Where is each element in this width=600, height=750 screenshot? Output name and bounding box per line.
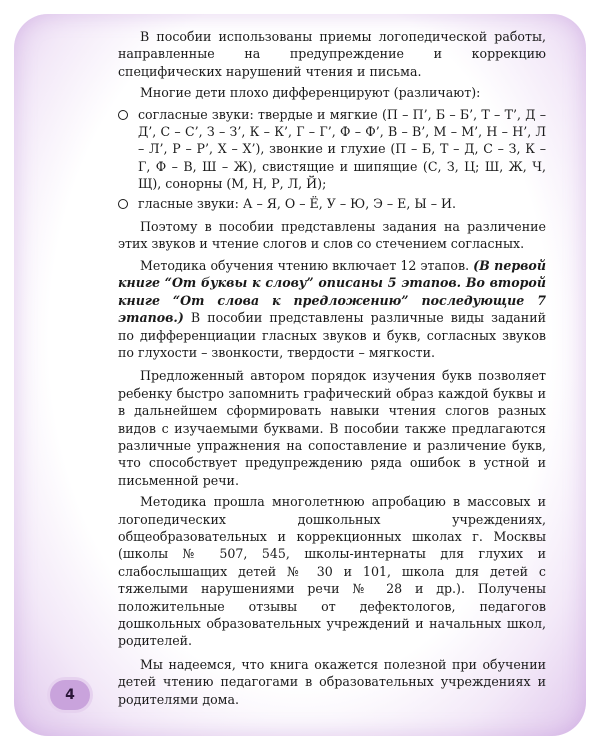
bullet-consonants-text: согласные звуки: твердые и мягкие (П – П’, Б – Б’, Т – Т’, Д – Д’, С – С’, З – З’, К – К’, Г – Г’, Ф – Ф’, В – В’, М – М’, Н – Н’, Л – Л’, Р – Р’, Х – Х’), звонкие и глухие (П – Б, Т – Д, С – З, К – Г, Ф – В, Ш – Ж), свистящие и шипящие (С, З, Ц; Ш, Ж, Ч, Щ), сонорны (М, Н, Р, Л, Й); (138, 106, 546, 192)
paragraph-intro: В пособии использованы приемы логопедической работы, направленные на предупреждение и коррекцию специфических нарушений чтения и письма. (118, 29, 546, 79)
circle-bullet-icon (118, 110, 128, 120)
circle-bullet-icon (118, 199, 128, 209)
page-number-badge: 4 (50, 680, 90, 710)
bullet-vowels-text: гласные звуки: А – Я, О – Ё, У – Ю, Э – Е, Ы – И. (138, 195, 457, 211)
text-body (118, 28, 546, 712)
paragraph-children: Многие дети плохо дифференцируют (различают): (140, 85, 481, 101)
method-text-start: Методика обучения чтению включает 12 этапов. (140, 257, 474, 273)
paragraph-hope: Мы надеемся, что книга окажется полезной при обучении детей чтению педагогами в образовательных учреждениях и родителями дома. (118, 656, 546, 707)
paragraph-order: Предложенный автором порядок изучения букв позволяет ребенку быстро запомнить графический образ каждой буквы и в дальнейшем сформировать навыки чтения слогов разных видов с изучаемыми буквами. В пособии также предлагаются различные упражнения на сопоставление и различение букв, что способствует предупреждению ряда ошибок в устной и письменной речи. (118, 368, 546, 488)
paragraph-method (118, 257, 546, 361)
bullet-vowels (118, 195, 546, 212)
paragraph-approbation: Методика прошла многолетнюю апробацию в массовых и логопедических дошкольных учреждениях, общеобразовательных и коррекционных школах г. Москвы (школы № 507, 545, школы-интернаты для глухих и слабослышащих детей № 30 и 101, школа для детей с тяжелыми нарушениями речи № 28 и др.). Получены положительные отзывы от дефектологов, педагогов дошкольных образовательных учреждений и начальных школ, родителей. (118, 494, 546, 649)
bullet-consonants (118, 106, 546, 193)
paragraph-tasks: Поэтому в пособии представлены задания на различение этих звуков и чтение слогов и слов со стечением согласных. (118, 219, 546, 252)
method-text-end: В пособии представлены различные виды заданий по дифференциации гласных звуков и букв, согласных звуков по глухости – звонкости, твердости – мягкости. (118, 310, 546, 360)
method-emphasis: (В первой книге “От буквы к слову” описаны 5 этапов. Во второй книге “От слова к предложению” последующие 7 этапов.) (118, 257, 546, 326)
